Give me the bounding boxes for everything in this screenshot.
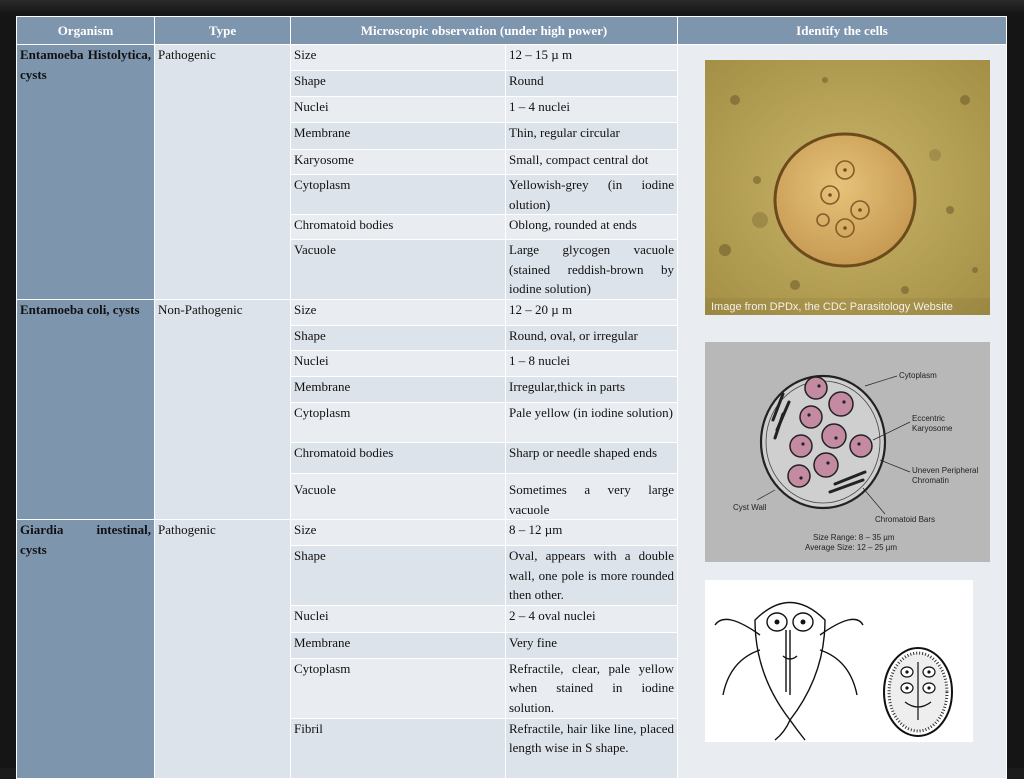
property-value: Sharp or needle shaped ends [506,443,678,474]
property-value: Thin, regular circular [506,123,678,150]
property-label: Shape [291,546,506,606]
label-average-size: Average Size: 12 – 25 µm [805,543,898,552]
property-value: Very fine [506,632,678,658]
property-label: Fibril [291,718,506,778]
organism-type: Pathogenic [155,45,291,300]
property-value: 1 – 8 nuclei [506,351,678,377]
header-identify: Identify the cells [678,17,1007,45]
header-observation: Microscopic observation (under high power) [291,17,678,45]
label-eccentric: Eccentric [912,414,945,423]
label-chromatoid-bars: Chromatoid Bars [875,515,936,524]
header-type: Type [155,17,291,45]
property-label: Chromatoid bodies [291,215,506,240]
property-label: Size [291,300,506,326]
property-label: Nuclei [291,605,506,632]
organism-name: Entamoeba Histolytica, cysts [17,45,155,300]
property-label: Membrane [291,123,506,150]
label-chromatin: Chromatin [912,476,949,485]
organism-name: Entamoeba coli, cysts [17,300,155,520]
property-label: Vacuole [291,474,506,520]
giardia-drawing [705,580,973,742]
property-label: Chromatoid bodies [291,443,506,474]
label-size-range: Size Range: 8 – 35 µm [813,533,895,542]
property-label: Membrane [291,632,506,658]
property-value: Round [506,71,678,97]
property-label: Nuclei [291,97,506,123]
label-karyosome: Karyosome [912,424,953,433]
property-value: Refractile, hair like line, placed length wise in S shape. [506,718,678,778]
property-value: Large glycogen vacuole (stained reddish-brown by iodine solution) [506,240,678,300]
property-value: 12 – 15 µ m [506,45,678,71]
property-value: Sometimes a very large vacuole [506,474,678,520]
property-value: Small, compact central dot [506,150,678,175]
property-value: 8 – 12 µm [506,520,678,546]
property-label: Size [291,520,506,546]
property-value: Oval, appears with a double wall, one pole is more rounded then other. [506,546,678,606]
property-label: Cytoplasm [291,403,506,443]
header-organism: Organism [17,17,155,45]
property-label: Shape [291,71,506,97]
organism-type: Pathogenic [155,520,291,779]
label-uneven-peripheral: Uneven Peripheral [912,466,979,475]
property-value: Yellowish-grey (in iodine olution) [506,175,678,215]
property-value: Oblong, rounded at ends [506,215,678,240]
histolytica-micrograph [705,60,990,315]
label-cyst-wall: Cyst Wall [733,503,767,512]
coli-diagram-image [705,342,990,562]
organism-type: Non-Pathogenic [155,300,291,520]
property-label: Cytoplasm [291,658,506,718]
property-label: Cytoplasm [291,175,506,215]
header-row [17,17,1007,45]
property-label: Shape [291,326,506,351]
property-label: Karyosome [291,150,506,175]
property-value: Round, oval, or irregular [506,326,678,351]
property-label: Size [291,45,506,71]
organism-name: Giardia intestinal, cysts [17,520,155,779]
property-value: Irregular,thick in parts [506,377,678,403]
coli-diagram [705,342,990,562]
property-label: Nuclei [291,351,506,377]
property-label: Vacuole [291,240,506,300]
property-value: Refractile, clear, pale yellow when stained in iodine solution. [506,658,678,718]
micrograph-image [705,60,990,315]
giardia-drawing-image [705,580,973,742]
label-cytoplasm: Cytoplasm [899,371,937,380]
property-label: Membrane [291,377,506,403]
property-value: 2 – 4 oval nuclei [506,605,678,632]
property-value: 1 – 4 nuclei [506,97,678,123]
property-value: Pale yellow (in iodine solution) [506,403,678,443]
micrograph-credit: Image from DPDx, the CDC Parasitology Website [711,301,953,313]
property-value: 12 – 20 µ m [506,300,678,326]
